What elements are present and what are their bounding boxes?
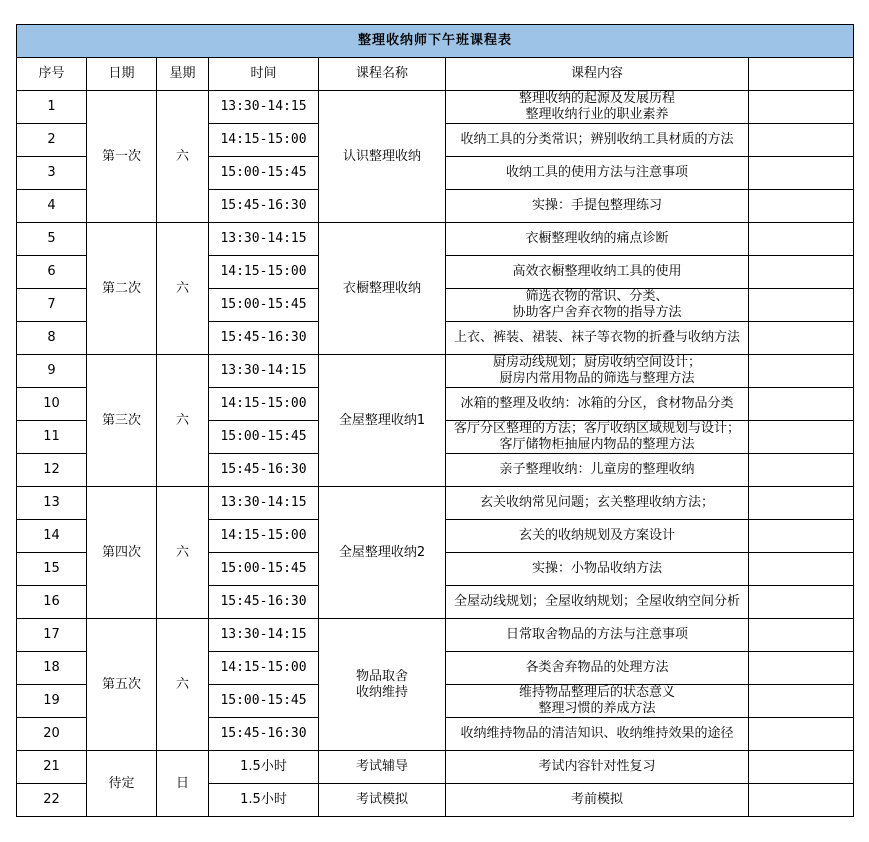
header-blank <box>749 58 854 91</box>
table-row <box>17 91 854 124</box>
cell-time: 15:45-16:30 <box>209 586 319 619</box>
cell-no: 15 <box>17 553 87 586</box>
cell-blank <box>749 652 854 685</box>
header-course: 课程名称 <box>319 58 446 91</box>
cell-time: 13:30-14:15 <box>209 355 319 388</box>
text-line: 亲子整理收纳：儿童房的整理收纳 <box>499 462 695 477</box>
cell-weekday: 六 <box>157 487 209 619</box>
cell-no: 19 <box>17 685 87 718</box>
cell-content <box>446 124 749 157</box>
cell-content <box>446 91 749 124</box>
text-line: 筛选衣物的常识、分类、 <box>525 289 669 304</box>
cell-no: 22 <box>17 784 87 817</box>
cell-content <box>446 388 749 421</box>
cell-content <box>446 355 749 388</box>
text-line: 物品取舍 <box>355 668 408 684</box>
cell-time: 15:00-15:45 <box>209 289 319 322</box>
cell-content <box>446 256 749 289</box>
cell-no: 7 <box>17 289 87 322</box>
text-line: 全屋动线规划；全屋收纳规划；全屋收纳空间分析 <box>453 594 740 609</box>
text-line: 全屋整理收纳1 <box>338 412 426 428</box>
text-line: 收纳工具的分类常识；辨别收纳工具材质的方法 <box>460 132 734 147</box>
text-line: 整理收纳行业的职业素养 <box>525 107 669 122</box>
cell-no: 14 <box>17 520 87 553</box>
cell-content <box>446 289 749 322</box>
cell-time: 13:30-14:15 <box>209 619 319 652</box>
cell-blank <box>749 223 854 256</box>
cell-time: 15:45-16:30 <box>209 718 319 751</box>
cell-content <box>446 718 749 751</box>
text-line: 衣橱整理收纳 <box>342 280 421 296</box>
header-content: 课程内容 <box>446 58 749 91</box>
cell-time: 15:00-15:45 <box>209 157 319 190</box>
cell-content <box>446 685 749 718</box>
cell-date: 待定 <box>87 751 157 817</box>
cell-no: 2 <box>17 124 87 157</box>
text-line: 协助客户舍弃衣物的指导方法 <box>512 305 682 320</box>
header-row <box>17 58 854 91</box>
text-line: 收纳工具的使用方法与注意事项 <box>505 165 688 180</box>
cell-content <box>446 784 749 817</box>
cell-no: 10 <box>17 388 87 421</box>
cell-blank <box>749 289 854 322</box>
cell-blank <box>749 586 854 619</box>
cell-blank <box>749 454 854 487</box>
cell-content <box>446 157 749 190</box>
cell-course: 考试模拟 <box>319 784 446 817</box>
cell-blank <box>749 718 854 751</box>
cell-blank <box>749 388 854 421</box>
cell-time: 15:45-16:30 <box>209 454 319 487</box>
cell-time: 15:45-16:30 <box>209 322 319 355</box>
cell-course <box>319 223 446 355</box>
table-row <box>17 223 854 256</box>
cell-time: 15:00-15:45 <box>209 421 319 454</box>
cell-weekday: 日 <box>157 751 209 817</box>
cell-content <box>446 190 749 223</box>
cell-time: 15:00-15:45 <box>209 685 319 718</box>
text-line: 冰箱的整理及收纳：冰箱的分区，食材物品分类 <box>460 396 734 411</box>
cell-date: 第三次 <box>87 355 157 487</box>
cell-time: 14:15-15:00 <box>209 388 319 421</box>
cell-time: 15:00-15:45 <box>209 553 319 586</box>
cell-course <box>319 487 446 619</box>
cell-no: 4 <box>17 190 87 223</box>
text-line: 整理习惯的养成方法 <box>538 701 656 716</box>
text-line: 日常取舍物品的方法与注意事项 <box>505 627 688 642</box>
cell-time: 13:30-14:15 <box>209 223 319 256</box>
cell-content <box>446 454 749 487</box>
cell-weekday: 六 <box>157 223 209 355</box>
header-weekday: 星期 <box>157 58 209 91</box>
text-line: 玄关收纳常见问题；玄关整理收纳方法； <box>479 495 714 510</box>
cell-blank <box>749 157 854 190</box>
text-line: 各类舍弃物品的处理方法 <box>525 660 669 675</box>
cell-content <box>446 586 749 619</box>
cell-no: 9 <box>17 355 87 388</box>
cell-blank <box>749 322 854 355</box>
cell-blank <box>749 190 854 223</box>
text-line: 玄关的收纳规划及方案设计 <box>518 528 675 543</box>
cell-weekday: 六 <box>157 619 209 751</box>
cell-no: 13 <box>17 487 87 520</box>
cell-course: 考试辅导 <box>319 751 446 784</box>
text-line: 维持物品整理后的状态意义 <box>518 685 675 700</box>
text-line: 整理收纳的起源及发展历程 <box>518 91 675 106</box>
cell-weekday: 六 <box>157 91 209 223</box>
course-schedule-table <box>16 24 854 817</box>
cell-blank <box>749 124 854 157</box>
text-line: 高效衣橱整理收纳工具的使用 <box>512 264 682 279</box>
cell-time: 13:30-14:15 <box>209 487 319 520</box>
cell-blank <box>749 553 854 586</box>
cell-content <box>446 652 749 685</box>
cell-content <box>446 520 749 553</box>
cell-no: 21 <box>17 751 87 784</box>
cell-time: 14:15-15:00 <box>209 520 319 553</box>
cell-time: 14:15-15:00 <box>209 652 319 685</box>
text-line: 收纳维持 <box>355 684 408 700</box>
table-row <box>17 487 854 520</box>
table-row <box>17 751 854 784</box>
cell-no: 6 <box>17 256 87 289</box>
cell-date: 第二次 <box>87 223 157 355</box>
cell-blank <box>749 751 854 784</box>
cell-time: 13:30-14:15 <box>209 91 319 124</box>
text-line: 考前模拟 <box>570 792 623 807</box>
cell-content <box>446 553 749 586</box>
cell-no: 5 <box>17 223 87 256</box>
text-line: 客厅储物柜抽屉内物品的整理方法 <box>499 437 695 452</box>
cell-time: 1.5小时 <box>209 784 319 817</box>
table-row <box>17 355 854 388</box>
cell-blank <box>749 421 854 454</box>
cell-blank <box>749 487 854 520</box>
cell-no: 16 <box>17 586 87 619</box>
text-line: 衣橱整理收纳的痛点诊断 <box>525 231 669 246</box>
cell-date: 第一次 <box>87 91 157 223</box>
cell-course <box>319 91 446 223</box>
header-time: 时间 <box>209 58 319 91</box>
cell-no: 11 <box>17 421 87 454</box>
cell-no: 3 <box>17 157 87 190</box>
cell-blank <box>749 685 854 718</box>
cell-no: 8 <box>17 322 87 355</box>
cell-no: 18 <box>17 652 87 685</box>
title-row <box>17 25 854 58</box>
cell-course <box>319 619 446 751</box>
cell-no: 17 <box>17 619 87 652</box>
cell-no: 20 <box>17 718 87 751</box>
cell-time: 1.5小时 <box>209 751 319 784</box>
cell-date: 第五次 <box>87 619 157 751</box>
cell-blank <box>749 355 854 388</box>
text-line: 收纳维持物品的清洁知识、收纳维持效果的途径 <box>460 726 734 741</box>
cell-course <box>319 355 446 487</box>
cell-content <box>446 487 749 520</box>
cell-time: 15:45-16:30 <box>209 190 319 223</box>
table-title: 整理收纳师下午班课程表 <box>17 25 854 58</box>
cell-weekday: 六 <box>157 355 209 487</box>
cell-content <box>446 223 749 256</box>
text-line: 客厅分区整理的方法；客厅收纳区域规划与设计； <box>453 421 740 436</box>
cell-content <box>446 751 749 784</box>
cell-time: 14:15-15:00 <box>209 124 319 157</box>
cell-blank <box>749 619 854 652</box>
text-line: 认识整理收纳 <box>342 148 421 164</box>
table-row <box>17 619 854 652</box>
text-line: 考试内容针对性复习 <box>538 759 656 774</box>
text-line: 全屋整理收纳2 <box>338 544 426 560</box>
cell-no: 1 <box>17 91 87 124</box>
cell-content <box>446 322 749 355</box>
text-line: 上衣、裤装、裙装、袜子等衣物的折叠与收纳方法 <box>453 330 740 345</box>
text-line: 实操：手提包整理练习 <box>531 198 662 213</box>
text-line: 厨房动线规划；厨房收纳空间设计； <box>492 355 701 370</box>
text-line: 厨房内常用物品的筛选与整理方法 <box>499 371 695 386</box>
cell-content <box>446 421 749 454</box>
cell-no: 12 <box>17 454 87 487</box>
cell-blank <box>749 520 854 553</box>
cell-content <box>446 619 749 652</box>
header-no: 序号 <box>17 58 87 91</box>
cell-blank <box>749 91 854 124</box>
header-date: 日期 <box>87 58 157 91</box>
cell-blank <box>749 256 854 289</box>
cell-blank <box>749 784 854 817</box>
text-line: 实操：小物品收纳方法 <box>531 561 662 576</box>
cell-time: 14:15-15:00 <box>209 256 319 289</box>
cell-date: 第四次 <box>87 487 157 619</box>
